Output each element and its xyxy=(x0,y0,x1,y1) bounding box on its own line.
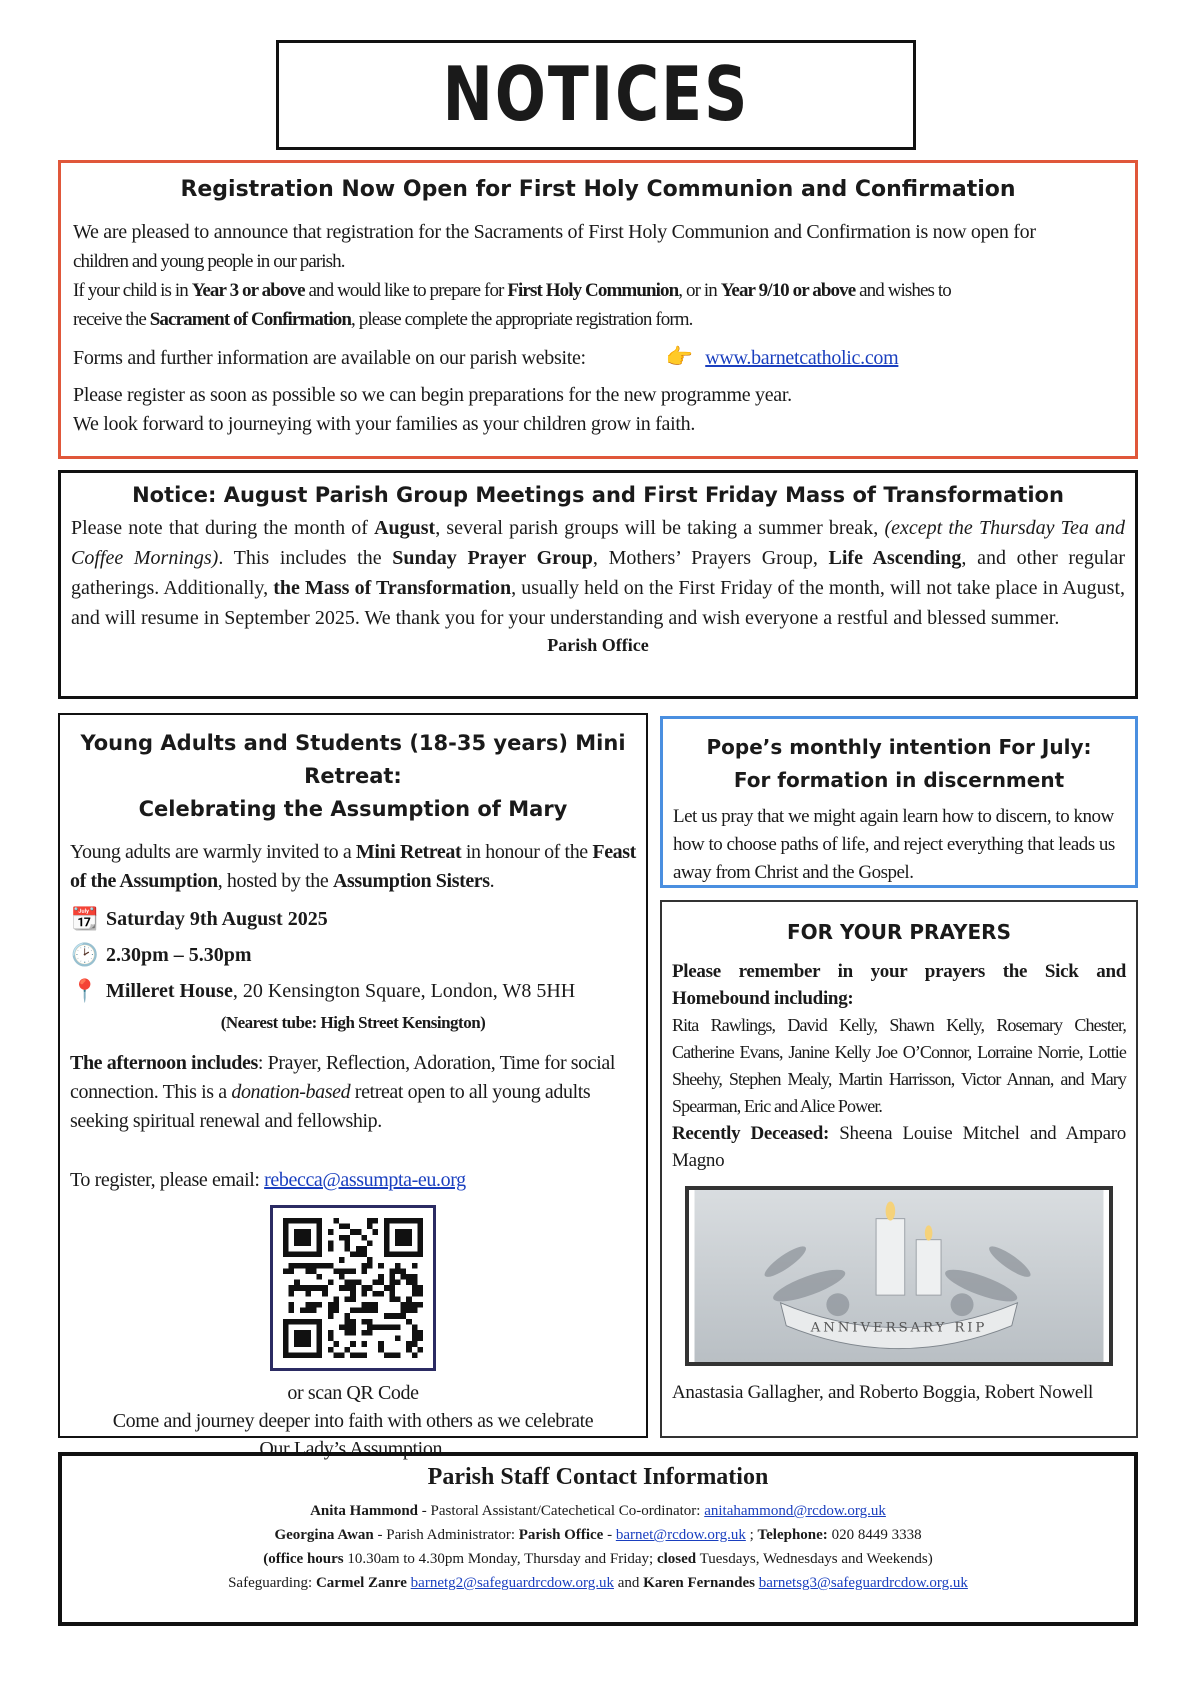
clock-icon: 🕑 xyxy=(71,942,99,967)
retreat-scan-text xyxy=(70,1379,636,1463)
registration-text: , or in xyxy=(678,280,721,301)
anniversary-names: Anastasia Gallagher, and Roberto Boggia, Robert Nowell xyxy=(672,1382,1093,1403)
retreat-address: , 20 Kensington Square, London, W8 5HH xyxy=(232,979,576,1002)
staff-safeguarding xyxy=(72,1571,1124,1595)
notices-title-box xyxy=(276,40,916,150)
staff-contact xyxy=(58,1452,1138,1626)
pointing-hand-icon: 👉 xyxy=(665,344,694,369)
retreat-venue: Milleret House xyxy=(106,979,233,1002)
august-mass: the Mass of Transformation xyxy=(273,577,512,599)
retreat-location-row xyxy=(70,978,636,1004)
retreat-date-row xyxy=(70,906,636,932)
retreat-text: donation-based xyxy=(231,1081,351,1103)
registration-para-2 xyxy=(73,276,1123,334)
retreat-heading-line: Celebrating the Assumption of Mary xyxy=(138,797,568,821)
retreat-nearest-tube: (Nearest tube: High Street Kensington) xyxy=(220,1013,486,1032)
retreat-register xyxy=(70,1166,636,1195)
prayers-sick-names: Rita Rawlings, David Kelly, Shawn Kelly, Rosemary Chester, Catherine Evans, Janine Kelly Joe O’Connor, Lorraine Norrie, Lottie Sheehy, Stephen Mealy, Martin Harrisson, Victor Annan, and Mary Spearman, Eric and Alice Power. xyxy=(672,1015,1126,1116)
registration-year3: Year 3 or above xyxy=(191,280,305,301)
retreat-text: Feast of the Assumption xyxy=(70,841,636,892)
registration-text: , please complete the appropriate registration form. xyxy=(351,309,693,330)
retreat-text: retreat open to all young adults seeking spiritual renewal and fellowship. xyxy=(70,1081,591,1132)
retreat-text: . xyxy=(489,870,495,892)
staff-text: ; xyxy=(745,1527,758,1543)
prayers-heading: FOR YOUR PRAYERS xyxy=(787,920,1011,944)
retreat-time: 2.30pm – 5.30pm xyxy=(106,943,252,966)
retreat-text: Mini Retreat xyxy=(355,841,462,863)
registration-para-1 xyxy=(73,218,1123,276)
parish-website-link[interactable]: www.barnetcatholic.com xyxy=(705,347,899,369)
registration-notice xyxy=(58,160,1138,459)
retreat-text: Come and journey deeper into faith with others as we celebrate xyxy=(112,1410,594,1432)
august-notice xyxy=(58,470,1138,699)
august-signature: Parish Office xyxy=(547,635,649,655)
august-text: . This includes the xyxy=(218,547,393,569)
registration-confirmation: Sacrament of Confirmation xyxy=(149,309,352,330)
carmel-email-link[interactable]: barnetg2@safeguardrcdow.org.uk xyxy=(410,1575,614,1591)
office-hours: 10.30am to 4.30pm Monday, Thursday and Friday; xyxy=(343,1551,657,1567)
karen-email-link[interactable]: barnetsg3@safeguardrcdow.org.uk xyxy=(758,1575,968,1591)
calendar-icon: 📆 xyxy=(71,906,99,931)
anita-email-link[interactable]: anitahammond@rcdow.org.uk xyxy=(704,1503,886,1519)
registration-communion: First Holy Communion xyxy=(507,280,679,301)
registration-heading: Registration Now Open for First Holy Communion and Confirmation xyxy=(180,177,1016,202)
retreat-date: Saturday 9th August 2025 xyxy=(106,907,328,930)
retreat-text: , hosted by the xyxy=(217,870,333,892)
retreat-invite xyxy=(70,838,636,896)
august-month: August xyxy=(374,517,436,539)
prayers-intro xyxy=(672,958,1126,1012)
august-text: , Mothers’ Prayers Group, xyxy=(592,547,829,569)
retreat-email-link[interactable]: rebecca@assumpta-eu.org xyxy=(264,1169,466,1191)
page-title: NOTICES xyxy=(442,51,750,139)
closed-days: Tuesdays, Wednesdays and Weekends) xyxy=(696,1551,933,1567)
registration-text: If your child is in xyxy=(73,280,192,301)
staff-name: Anita Hammond xyxy=(310,1503,419,1519)
pope-intention xyxy=(660,716,1138,888)
august-text: , several parish groups will be taking a summer break, xyxy=(435,517,885,539)
hours-label: (office hours xyxy=(263,1551,344,1567)
office-label: Parish Office xyxy=(518,1527,604,1543)
closed-label: closed xyxy=(656,1551,697,1567)
august-body xyxy=(71,513,1125,633)
august-group: Sunday Prayer Group xyxy=(392,547,593,569)
phone-number: 020 8449 3338 xyxy=(827,1527,922,1543)
registration-text: Please register as soon as possible so we can begin preparations for the new programme year. xyxy=(73,384,792,406)
staff-role: - Pastoral Assistant/Catechetical Co-ordinator: xyxy=(418,1503,705,1519)
staff-heading: Parish Staff Contact Information xyxy=(427,1464,769,1490)
staff-georgina xyxy=(72,1523,1124,1571)
safeguarding-label: Safeguarding: xyxy=(228,1575,316,1591)
august-text: , and other regular gatherings. Additionally, xyxy=(71,547,1126,599)
retreat-heading-line: Young Adults and Students (18-35 years) Mini Retreat: xyxy=(80,731,626,788)
staff-role: - Parish Administrator: xyxy=(373,1527,519,1543)
retreat-text: : Prayer, Reflection, Adoration, Time for social connection. This is a xyxy=(70,1052,616,1103)
retreat-time-row xyxy=(70,942,636,968)
retreat-text: Assumption Sisters xyxy=(332,870,490,892)
august-text: , usually held on the First Friday of the month, will not take place in August, and will resume in September 2025. We thank you for your understanding and wish everyone a restful and blessed summer. xyxy=(71,577,1126,629)
retreat-text: Young adults are warmly invited to a xyxy=(70,841,356,863)
registration-text: and would like to prepare for xyxy=(304,280,508,301)
registration-forms-text: Forms and further information are available on our parish website: xyxy=(73,347,586,369)
registration-text: children and young people in our parish. xyxy=(73,251,345,272)
august-text: Please note that during the month of xyxy=(71,517,375,539)
retreat-text: To register, please email: xyxy=(70,1169,265,1191)
pope-heading-line: Pope’s monthly intention For July: xyxy=(706,735,1092,759)
august-exception: (except the Thursday Tea and Coffee Mornings) xyxy=(71,517,1125,569)
retreat-text: in honour of the xyxy=(461,841,593,863)
young-adults-retreat xyxy=(58,713,648,1460)
pope-heading-line: For formation in discernment xyxy=(733,768,1065,792)
registration-para-3 xyxy=(73,381,1123,439)
registration-text: and wishes to xyxy=(855,280,951,301)
office-email-link[interactable]: barnet@rcdow.org.uk xyxy=(615,1527,746,1543)
registration-text: We are pleased to announce that registration for the Sacraments of First Holy Communion and Confirmation is now open for xyxy=(73,221,1036,243)
registration-year9: Year 9/10 or above xyxy=(720,280,856,301)
retreat-text: or scan QR Code xyxy=(287,1382,419,1404)
august-heading: Notice: August Parish Group Meetings and First Friday Mass of Transformation xyxy=(132,483,1064,507)
prayers-deceased xyxy=(672,1120,1126,1174)
registration-text: receive the xyxy=(73,309,150,330)
ribbon-text: ANNIVERSARY RIP xyxy=(810,1320,988,1336)
deceased-label: Recently Deceased: xyxy=(672,1123,830,1144)
qr-code[interactable] xyxy=(270,1205,436,1371)
staff-name: Georgina Awan xyxy=(274,1527,374,1543)
prayers-section xyxy=(660,900,1138,1438)
retreat-text: The afternoon includes xyxy=(70,1052,258,1074)
retreat-text: Our Lady’s Assumption. xyxy=(259,1438,447,1460)
anniversary-candles-image xyxy=(685,1186,1113,1366)
deceased-names: Sheena Louise Mitchel and Amparo Magno xyxy=(672,1123,1126,1171)
staff-name: Karen Fernandes xyxy=(643,1575,755,1591)
registration-forms-line xyxy=(73,344,1123,373)
august-group: Life Ascending xyxy=(828,547,962,569)
staff-text: - xyxy=(603,1527,616,1543)
retreat-afternoon xyxy=(70,1049,636,1136)
staff-anita xyxy=(72,1499,1124,1523)
retreat-heading xyxy=(70,727,636,826)
staff-text: and xyxy=(614,1575,644,1591)
pope-heading xyxy=(673,731,1125,797)
phone-label: Telephone: xyxy=(757,1527,828,1543)
prayers-intro-text: Please remember in your prayers the Sick and Homebound including: xyxy=(672,961,1126,1009)
staff-name: Carmel Zanre xyxy=(315,1575,407,1591)
pope-text: Let us pray that we might again learn how to discern, to know how to choose paths of life, and reject everything that leads us away from Christ and the Gospel. xyxy=(673,806,1115,883)
registration-text: We look forward to journeying with your families as your children grow in faith. xyxy=(73,413,696,435)
location-pin-icon: 📍 xyxy=(71,978,99,1003)
